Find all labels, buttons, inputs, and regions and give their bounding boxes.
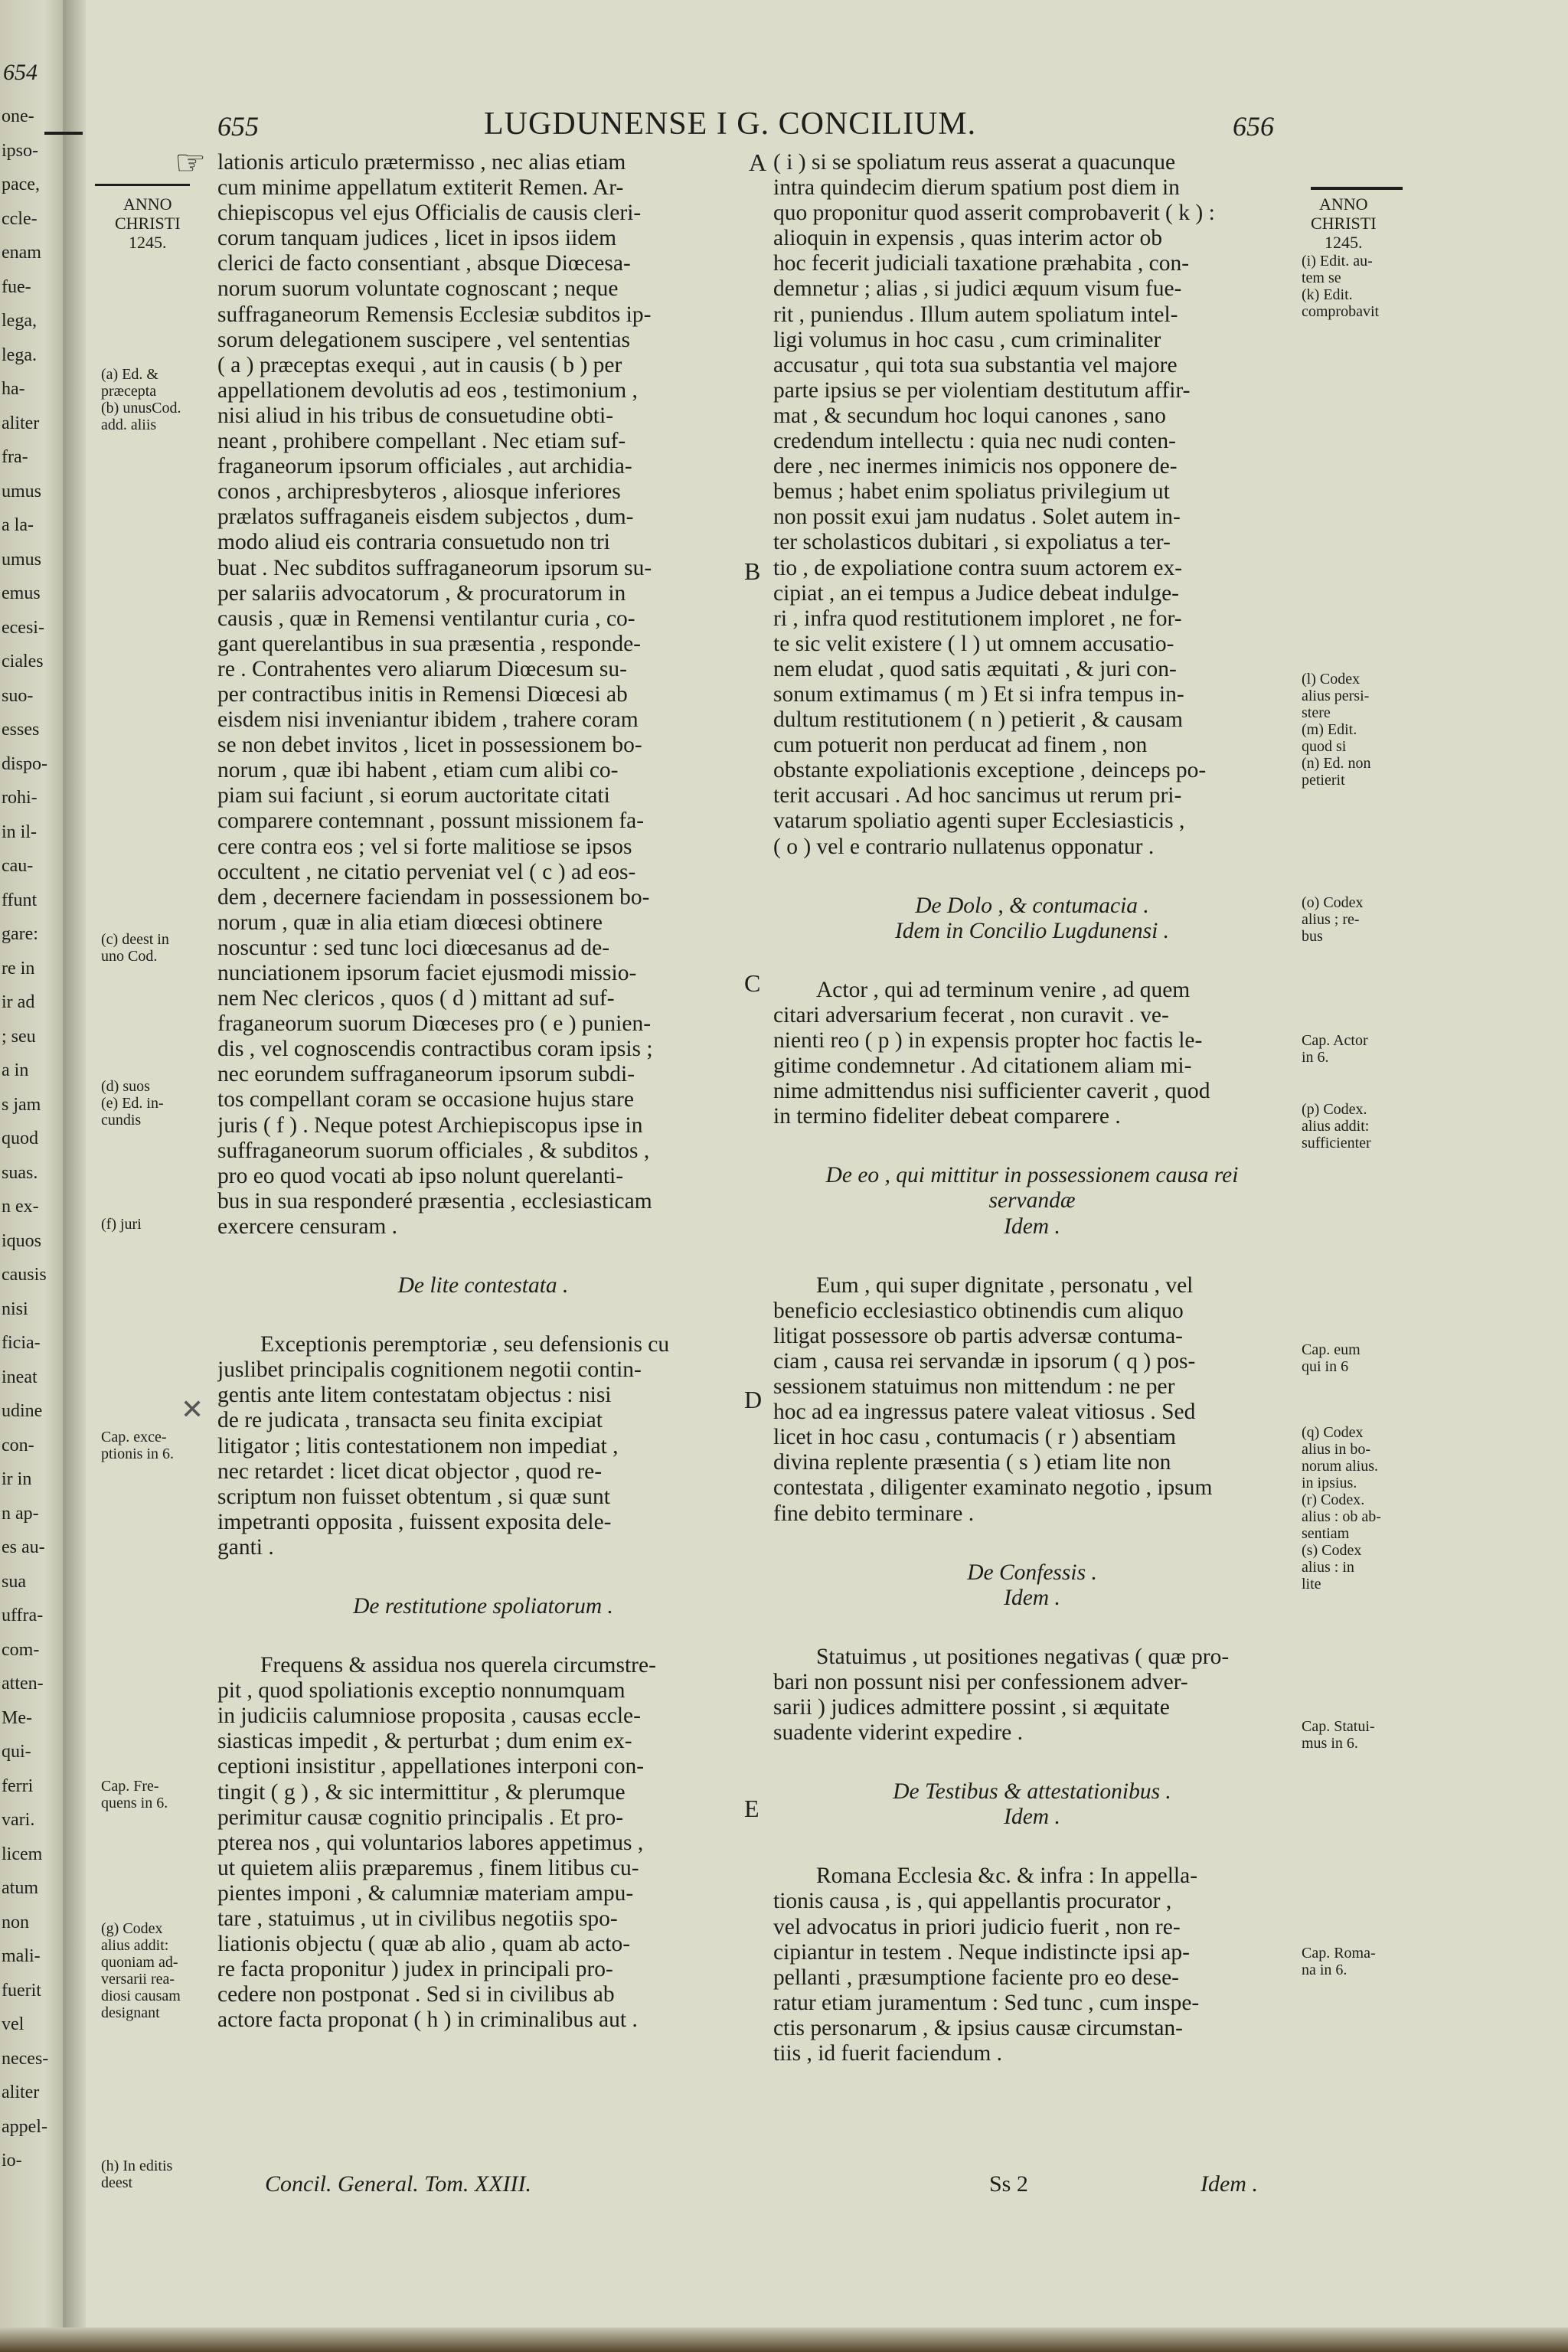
text-line: re facta proponitur ) judex in principali pro- <box>217 1957 613 1982</box>
text-line: beneficio ecclesiastico obtinendis cum aliquo <box>773 1298 1184 1323</box>
facing-page-fragment: rohi- <box>2 788 38 808</box>
text-line: norum , quæ ibi habent , etiam cum alibi co- <box>217 758 619 783</box>
text-line: ( a ) præceptas exequi , aut in causis ( b ) per <box>217 352 622 377</box>
margin-note-c: (c) deest in uno Cod. <box>101 931 169 965</box>
text-line: juslibet principalis cognitionem negotii contin- <box>217 1357 642 1383</box>
facing-page-fragment: ffunt <box>2 890 38 910</box>
heading-de-testibus: De Testibus & attestationibus . <box>893 1779 1171 1805</box>
text-line: gitime condemnetur . Ad citationem aliam mi- <box>773 1054 1192 1079</box>
text-line: cum minime appellatum extiterit Remen. Ar- <box>217 175 624 201</box>
facing-page-fragment: aliter <box>2 2082 40 2102</box>
text-line: ganti . <box>217 1534 274 1560</box>
text-line: pientes imponi , & calumniæ materiam ampu- <box>217 1880 634 1906</box>
facing-page-fragment: in il- <box>2 822 37 842</box>
text-line: sorum delegationem suscipere , vel sententias <box>217 327 631 352</box>
text-line: noscuntur : sed tunc loci diœcesanus ad de- <box>217 935 610 960</box>
facing-page-fragment: a in <box>2 1060 29 1080</box>
text-line: ligi volumus in hoc casu , cum criminaliter <box>773 327 1161 352</box>
margin-note-d-e: (d) suos (e) Ed. in- cundis <box>101 1078 164 1129</box>
text-line: causis , quæ in Remensi ventilantur curia , co- <box>217 606 635 631</box>
text-line: cere contra eos ; vel si forte malitiose se ipsos <box>217 834 632 859</box>
text-line: conos , archipresbyteros , aliosque inferiores <box>217 479 621 505</box>
text-line: ctis personarum , & ipsius causæ circumstan- <box>773 2015 1183 2040</box>
text-line: in judiciis calumniose proposita , causas eccle- <box>217 1704 641 1729</box>
text-line: bus in sua responderé præsentia , ecclesiasticam <box>217 1188 652 1214</box>
text-line: dem , decernere faciendam in possessionem bo- <box>217 884 650 910</box>
text-line: in termino fideliter debeat comparere . <box>773 1104 1121 1129</box>
text-line: gant querelantibus in sua præsentia , responde- <box>217 631 641 656</box>
pointing-hand-icon: ☞ <box>175 143 207 182</box>
text-line: litigat possessore ob partis adversæ contuma- <box>773 1323 1183 1348</box>
heading-de-testibus-source: Idem . <box>1004 1805 1060 1830</box>
facing-page-edge <box>0 0 63 2352</box>
section-marker-d: D <box>744 1386 763 1413</box>
facing-page-fragment: udine <box>2 1401 43 1421</box>
facing-page-fragment: ciales <box>2 652 44 671</box>
text-line: piam sui faciunt , si eorum auctoritate citati <box>217 783 610 808</box>
text-line: tionis causa , is , qui appellantis procurator , <box>773 1889 1172 1914</box>
facing-page-fragment: lega, <box>2 311 37 331</box>
facing-page-fragment: ineat <box>2 1367 38 1387</box>
heading-de-eo-source: Idem . <box>1004 1214 1060 1239</box>
margin-note-p: (p) Codex. alius addit: sufficienter <box>1302 1101 1371 1152</box>
book-gutter <box>63 0 86 2352</box>
paragraph-spoliatus <box>773 150 1291 860</box>
text-line: ri , infra quod restitutionem imploret , ne for- <box>773 606 1182 631</box>
text-line: liationis objectu ( quæ ab alio , quam ab acto- <box>217 1932 631 1957</box>
text-line: juris ( f ) . Neque potest Archiepiscopus ipse in <box>217 1112 643 1138</box>
head-rule-left <box>44 132 83 135</box>
text-line: corum tanquam judices , licet in ipsos iidem <box>217 226 617 251</box>
paragraph-metropolitan-rights <box>217 150 749 1240</box>
text-line: nime admittendus nisi sufficienter caverit , quod <box>773 1079 1210 1104</box>
text-line: litigator ; litis contestationem non impediat , <box>217 1433 619 1459</box>
heading-de-confessis: De Confessis . <box>967 1560 1097 1585</box>
text-line: impetranti opposita , fuissent exposita dele- <box>217 1509 612 1534</box>
paragraph-statuimus <box>773 1645 1291 1746</box>
facing-page-fragment: lega. <box>2 345 37 365</box>
text-line: terit accusari . Ad hoc sancimus ut rerum pri- <box>773 783 1182 808</box>
facing-page-fragment: suas. <box>2 1162 38 1183</box>
paragraph-romana-ecclesia <box>773 1864 1291 2066</box>
text-line: nem eludat , quod satis æquitati , & juri con- <box>773 656 1177 681</box>
facing-page-fragment: causis <box>2 1265 47 1285</box>
text-line: citari adversarium fecerat , non curavit . ve- <box>773 1002 1169 1027</box>
text-line: Statuimus , ut positiones negativas ( quæ pro- <box>816 1644 1230 1669</box>
text-line: eisdem nisi inveniantur ibidem , trahere coram <box>217 707 639 733</box>
text-line: re . Contrahentes vero aliarum Diœcesum su- <box>217 656 627 681</box>
section-marker-a: A <box>749 149 767 176</box>
text-line: suffraganeorum suorum officiales , & subditos , <box>217 1138 650 1163</box>
text-line: vatarum spoliatio agenti super Ecclesiasticis , <box>773 808 1185 834</box>
text-line: suadente viderint expedire . <box>773 1720 1024 1746</box>
facing-page-fragment: one- <box>2 106 34 126</box>
heading-de-eo-qui-mittitur: De eo , qui mittitur in possessionem causa rei <box>825 1163 1239 1188</box>
margin-rule-left <box>95 184 190 186</box>
facing-page-fragment: io- <box>2 2151 22 2171</box>
facing-page-fragment: fue- <box>2 276 31 297</box>
facing-page-fragment: fra- <box>2 447 28 467</box>
text-line: sarii ) judices admittere possint , si æquitate <box>773 1694 1170 1720</box>
text-line: hoc ad ea ingressus patere valeat vitiosus . Sed <box>773 1400 1196 1425</box>
text-line: sonum extimamus ( m ) Et si infra tempus in- <box>773 681 1184 707</box>
facing-page-fragment: mali- <box>2 1946 41 1966</box>
facing-page-number: 654 <box>3 60 38 85</box>
text-line: siasticas impedit , & perturbat ; dum enim ex- <box>217 1729 632 1754</box>
text-line: norum suorum voluntate cognoscant ; neque <box>217 276 619 302</box>
facing-page-fragment: sua <box>2 1571 26 1592</box>
facing-page-fragment: cau- <box>2 856 34 876</box>
heading-de-dolo-source: Idem in Concilio Lugdunensi . <box>894 918 1170 943</box>
margin-cap-eum: Cap. eum qui in 6 <box>1302 1341 1361 1375</box>
facing-page-fragment: umus <box>2 549 42 570</box>
margin-note-g: (g) Codex alius addit: quoniam ad- versarii rea- diosi causam designant <box>101 1920 181 2021</box>
facing-page-fragment: iquos <box>2 1230 42 1251</box>
text-line: sessionem statuimus non mittendum : ne per <box>773 1374 1175 1400</box>
footer-idem: Idem . <box>1200 2171 1258 2197</box>
paragraph-actor <box>773 978 1291 1130</box>
text-line: cum potuerit non perducat ad finem , non <box>773 733 1148 758</box>
text-line: tare , statuimus , ut in civilibus negotiis spo- <box>217 1906 618 1931</box>
text-line: credendum intellectu : quia nec nudi conten- <box>773 429 1176 454</box>
text-line: licet in hoc casu , contumacis ( r ) absentiam <box>773 1425 1176 1450</box>
text-line: obstante expoliationis exceptione , deinceps po- <box>773 758 1207 783</box>
facing-page-fragment: non <box>2 1912 29 1932</box>
text-line: Romana Ecclesia &c. & infra : In appella- <box>816 1864 1198 1889</box>
facing-page-fragment: dispo- <box>2 753 47 774</box>
text-line: tio , de expoliatione contra suum actorem ex- <box>773 555 1183 580</box>
text-line: parte ipsius se per violentiam destitutum affir- <box>773 377 1191 403</box>
head-rule-right <box>1311 187 1403 190</box>
facing-page-fragment: s jam <box>2 1094 41 1115</box>
text-line: tos compellant coram se occasione hujus stare <box>217 1087 634 1112</box>
paragraph-exceptionis <box>217 1332 749 1560</box>
text-line: pro eo quod vocati ab ipso nolunt querelanti- <box>217 1163 624 1188</box>
heading-de-restitutione: De restitutione spoliatorum . <box>353 1593 613 1619</box>
paragraph-eum-qui <box>773 1273 1291 1527</box>
text-line: ceptioni insistitur , appellationes interponi con- <box>217 1754 645 1779</box>
margin-note-i-k: (i) Edit. au- tem se (k) Edit. comprobavit <box>1302 253 1380 320</box>
text-line: hoc fecerit judiciali taxatione præhabita , con- <box>773 251 1190 276</box>
margin-cap-actor: Cap. Actor in 6. <box>1302 1032 1368 1066</box>
text-line: comparere contemnant , possunt missionem fa- <box>217 808 645 834</box>
left-page-number: 655 <box>217 111 259 142</box>
margin-note-o: (o) Codex alius ; re- bus <box>1302 894 1364 945</box>
facing-page-fragment: ipso- <box>2 140 38 161</box>
text-line: quo proponitur quod asserit comprobaverit ( k ) : <box>773 201 1215 226</box>
margin-note-q-r-s: (q) Codex alius in bo- norum alius. in ipsius. (r) Codex. alius : ob ab- sentiam (s) Codex alius : in lite <box>1302 1424 1381 1592</box>
facing-page-fragment: es au- <box>2 1537 45 1557</box>
facing-page-fragment: enam <box>2 243 41 263</box>
text-line: rit , puniendus . Illum autem spoliatum intel- <box>773 302 1178 327</box>
heading-de-confessis-source: Idem . <box>1004 1585 1060 1610</box>
text-line: gentis ante litem contestatam objectus : nisi <box>217 1383 612 1408</box>
text-line: dis , vel cognoscendis contractibus coram ipsis ; <box>217 1037 653 1062</box>
text-line: cipiantur in testem . Neque indistincte ipsi ap- <box>773 1939 1190 1965</box>
heading-de-eo-line2: servandæ <box>988 1188 1076 1214</box>
text-line: dere , nec inermes inimicis nos opponere de- <box>773 454 1178 479</box>
text-line: vel advocatus in priori judicio fuerit , non re- <box>773 1914 1181 1939</box>
text-line: Eum , qui super dignitate , personatu , vel <box>816 1272 1194 1298</box>
facing-page-fragment: ferri <box>2 1775 34 1796</box>
section-marker-e: E <box>744 1795 760 1822</box>
text-line: bari non possunt nisi per confessionem adver- <box>773 1669 1188 1694</box>
text-line: ter scholasticos dubitari , si expoliatus a ter- <box>773 530 1171 555</box>
margin-anno-christi-right: ANNO CHRISTI 1245. <box>1311 194 1377 252</box>
text-line: pit , quod spoliationis exceptio nonnumquam <box>217 1678 626 1704</box>
text-line: de re judicata , transacta seu finita excipiat <box>217 1408 603 1433</box>
heading-de-lite-contestata: De lite contestata . <box>397 1273 569 1298</box>
margin-note-f: (f) juri <box>101 1216 142 1233</box>
text-line: ciam , causa rei servandæ in ipsorum ( q ) pos- <box>773 1348 1196 1374</box>
facing-page-fragment: vel <box>2 2014 24 2034</box>
text-line: prælatos suffraganeis eisdem subjectos , dum- <box>217 505 634 530</box>
text-line: occultent , ne citatio perveniat vel ( c ) ad eos- <box>217 859 636 884</box>
facing-page-fragment: ecesi- <box>2 617 44 638</box>
text-line: demnetur ; alias , si judici æquum visum fue- <box>773 276 1182 302</box>
facing-page-fragment: re in <box>2 958 35 978</box>
footer-volume: Concil. General. Tom. XXIII. <box>265 2171 532 2197</box>
facing-page-fragment: quod <box>2 1129 38 1148</box>
text-line: fraganeorum suorum Diœceses pro ( e ) punien- <box>217 1011 652 1037</box>
facing-page-fragment: licem <box>2 1844 43 1864</box>
text-line: Actor , qui ad terminum venire , ad quem <box>816 977 1191 1002</box>
text-line: nec retardet : licet dicat objector , quod re- <box>217 1459 603 1484</box>
text-line: exercere censuram . <box>217 1214 398 1239</box>
text-line: per contractibus initis in Remensi Diœcesi ab <box>217 681 628 707</box>
facing-page-fragment: atten- <box>2 1674 44 1694</box>
text-line: te sic velit existere ( l ) ut omnem accusatio- <box>773 631 1174 656</box>
facing-page-fragment: suo- <box>2 685 34 706</box>
facing-page-fragment: appel- <box>2 2116 47 2137</box>
text-line: tiis , id fuerit faciendum . <box>773 2041 1003 2066</box>
text-line: se non debet invitos , licet in possessionem bo- <box>217 733 642 758</box>
text-line: appellationem devolutis ad eos , testimonium , <box>217 377 638 403</box>
facing-page-fragment: neces- <box>2 2048 49 2069</box>
text-line: cedere non postponat . Sed si in civilibus ab <box>217 1982 615 2007</box>
facing-page-fragment: n ap- <box>2 1503 39 1524</box>
section-marker-b: B <box>744 557 761 585</box>
text-line: cipiat , an ei tempus a Judice debeat indulge- <box>773 580 1179 606</box>
text-line: actore facta proponat ( h ) in criminalibus aut . <box>217 2007 638 2033</box>
text-line: ( o ) vel e contrario nullatenus opponatur . <box>773 834 1155 859</box>
text-line: norum , quæ in alia etiam diœcesi obtinere <box>217 910 603 935</box>
text-line: Exceptionis peremptoriæ , seu defensionis cu <box>260 1332 670 1357</box>
facing-page-fragment: nisi <box>2 1298 28 1319</box>
text-line: suffraganeorum Remensis Ecclesiæ subditos ip- <box>217 302 652 327</box>
text-line: fine debito terminare . <box>773 1501 975 1526</box>
facing-page-fragment: gare: <box>2 924 38 944</box>
facing-page-fragment: uffra- <box>2 1606 44 1625</box>
text-line: non possit exui jam nudatus . Solet autem in- <box>773 505 1181 530</box>
facing-page-fragment: com- <box>2 1639 40 1660</box>
text-line: pellanti , præsumptione faciente pro eo dese- <box>773 1965 1180 1990</box>
facing-page-fragment: con- <box>2 1435 34 1455</box>
facing-page-fragment: ; seu <box>2 1026 36 1047</box>
facing-page-fragment: vari. <box>2 1810 35 1830</box>
text-line: divina replente præsentia ( s ) etiam lite non <box>773 1450 1171 1475</box>
margin-cap-frequens: Cap. Fre- quens in 6. <box>101 1778 168 1811</box>
text-line: nienti reo ( p ) in expensis propter hoc factis le- <box>773 1028 1203 1053</box>
text-column-right <box>773 150 1291 2066</box>
text-line: per salariis advocatorum , & procuratorum in <box>217 580 626 606</box>
facing-page-fragment: aliter <box>2 413 40 433</box>
heading-de-dolo: De Dolo , & contumacia . <box>915 893 1149 918</box>
text-line: nem Nec clericos , quos ( d ) mittant ad suf- <box>217 986 615 1011</box>
text-line: lationis articulo prætermisso , nec alias etiam <box>217 150 626 175</box>
facing-page-fragment: qui- <box>2 1742 31 1762</box>
facing-page-fragment: ir ad <box>2 992 35 1012</box>
facing-page-fragment: Me- <box>2 1707 32 1728</box>
text-line: chiepiscopus vel ejus Officialis de causis cleri- <box>217 201 642 226</box>
footer-signature: Ss 2 <box>989 2171 1028 2197</box>
text-line: mat , & secundum hoc loqui canones , sano <box>773 403 1166 428</box>
margin-cap-statuimus: Cap. Statui- mus in 6. <box>1302 1718 1375 1752</box>
text-line: perimitur causæ cognitio principalis . Et pro- <box>217 1805 624 1830</box>
text-line: neant , prohibere compellant . Nec etiam suf- <box>217 429 626 454</box>
text-line: nunciationem ipsorum faciet ejusmodi missio- <box>217 961 637 985</box>
text-line: nisi aliud in his tribus de consuetudine obti- <box>217 403 614 428</box>
text-line: modo aliud eis contraria consuetudo non tri <box>217 530 610 555</box>
right-page-number: 656 <box>1233 111 1274 142</box>
facing-page-fragment: esses <box>2 720 40 740</box>
facing-page-fragment: fuerit <box>2 1980 41 2001</box>
text-line: ratur etiam juramentum : Sed tunc , cum inspe- <box>773 1990 1200 2015</box>
text-line: ( i ) si se spoliatum reus asserat a quacunque <box>773 150 1176 175</box>
text-line: dultum restitutionem ( n ) petierit , & causam <box>773 707 1183 733</box>
margin-note-h: (h) In editis deest <box>101 2158 173 2191</box>
pencil-mark-icon: ✕ <box>181 1394 204 1425</box>
margin-note-l-m-n: (l) Codex alius persi- stere (m) Edit. quod si (n) Ed. non petierit <box>1302 671 1371 789</box>
text-line: alioquin in expensis , quas interim actor ob <box>773 226 1162 251</box>
page-title: LUGDUNENSE I G. CONCILIUM. <box>484 106 977 142</box>
facing-page-fragment: ccle- <box>2 208 38 229</box>
text-column-left <box>217 150 749 2033</box>
paragraph-frequens <box>217 1653 749 2033</box>
text-line: bemus ; habet enim spoliatus privilegium ut <box>773 479 1170 505</box>
margin-note-a-b: (a) Ed. & præcepta (b) unusCod. add. aliis <box>101 366 181 433</box>
text-line: accusatur , qui tota sua substantia vel majore <box>773 352 1178 377</box>
section-marker-c: C <box>744 969 761 997</box>
text-line: clerici de facto consentiant , absque Diœcesa- <box>217 251 631 276</box>
text-line: ut quietem aliis præparemus , finem litibus cu- <box>217 1855 639 1880</box>
text-line: scriptum non fuisset obtentum , si quæ sunt <box>217 1484 610 1509</box>
scan-bottom-edge <box>0 2328 1568 2352</box>
facing-page-fragment: pace, <box>2 175 40 194</box>
facing-page-fragment: a la- <box>2 515 34 535</box>
text-line: Frequens & assidua nos querela circumstre- <box>260 1653 656 1678</box>
facing-page-fragment: atum <box>2 1878 38 1898</box>
text-line: contestata , diligenter examinato negotio , ipsum <box>773 1475 1213 1501</box>
text-line: pterea nos , qui voluntarios labores appetimus , <box>217 1830 644 1855</box>
facing-page-fragment: ir in <box>2 1469 32 1489</box>
text-line: buat . Nec subditos suffraganeorum ipsorum su- <box>217 555 652 580</box>
facing-page-fragment: ha- <box>2 379 25 399</box>
text-line: fraganeorum ipsorum officiales , aut archidia- <box>217 454 632 479</box>
text-line: intra quindecim dierum spatium post diem in <box>773 175 1180 201</box>
facing-page-fragment: ficia- <box>2 1333 41 1353</box>
margin-anno-christi-left: ANNO CHRISTI 1245. <box>115 194 181 252</box>
facing-page-fragment: n ex- <box>2 1197 39 1217</box>
text-line: tingit ( g ) , & sic intermittitur , & plerumque <box>217 1779 626 1805</box>
facing-page-fragment: emus <box>2 583 41 603</box>
margin-cap-romana: Cap. Roma- na in 6. <box>1302 1945 1376 1978</box>
margin-cap-exceptionis: Cap. exce- ptionis in 6. <box>101 1429 175 1462</box>
facing-page-fragment: umus <box>2 481 42 501</box>
text-line: nec eorundem suffraganeorum ipsorum subdi- <box>217 1062 635 1087</box>
